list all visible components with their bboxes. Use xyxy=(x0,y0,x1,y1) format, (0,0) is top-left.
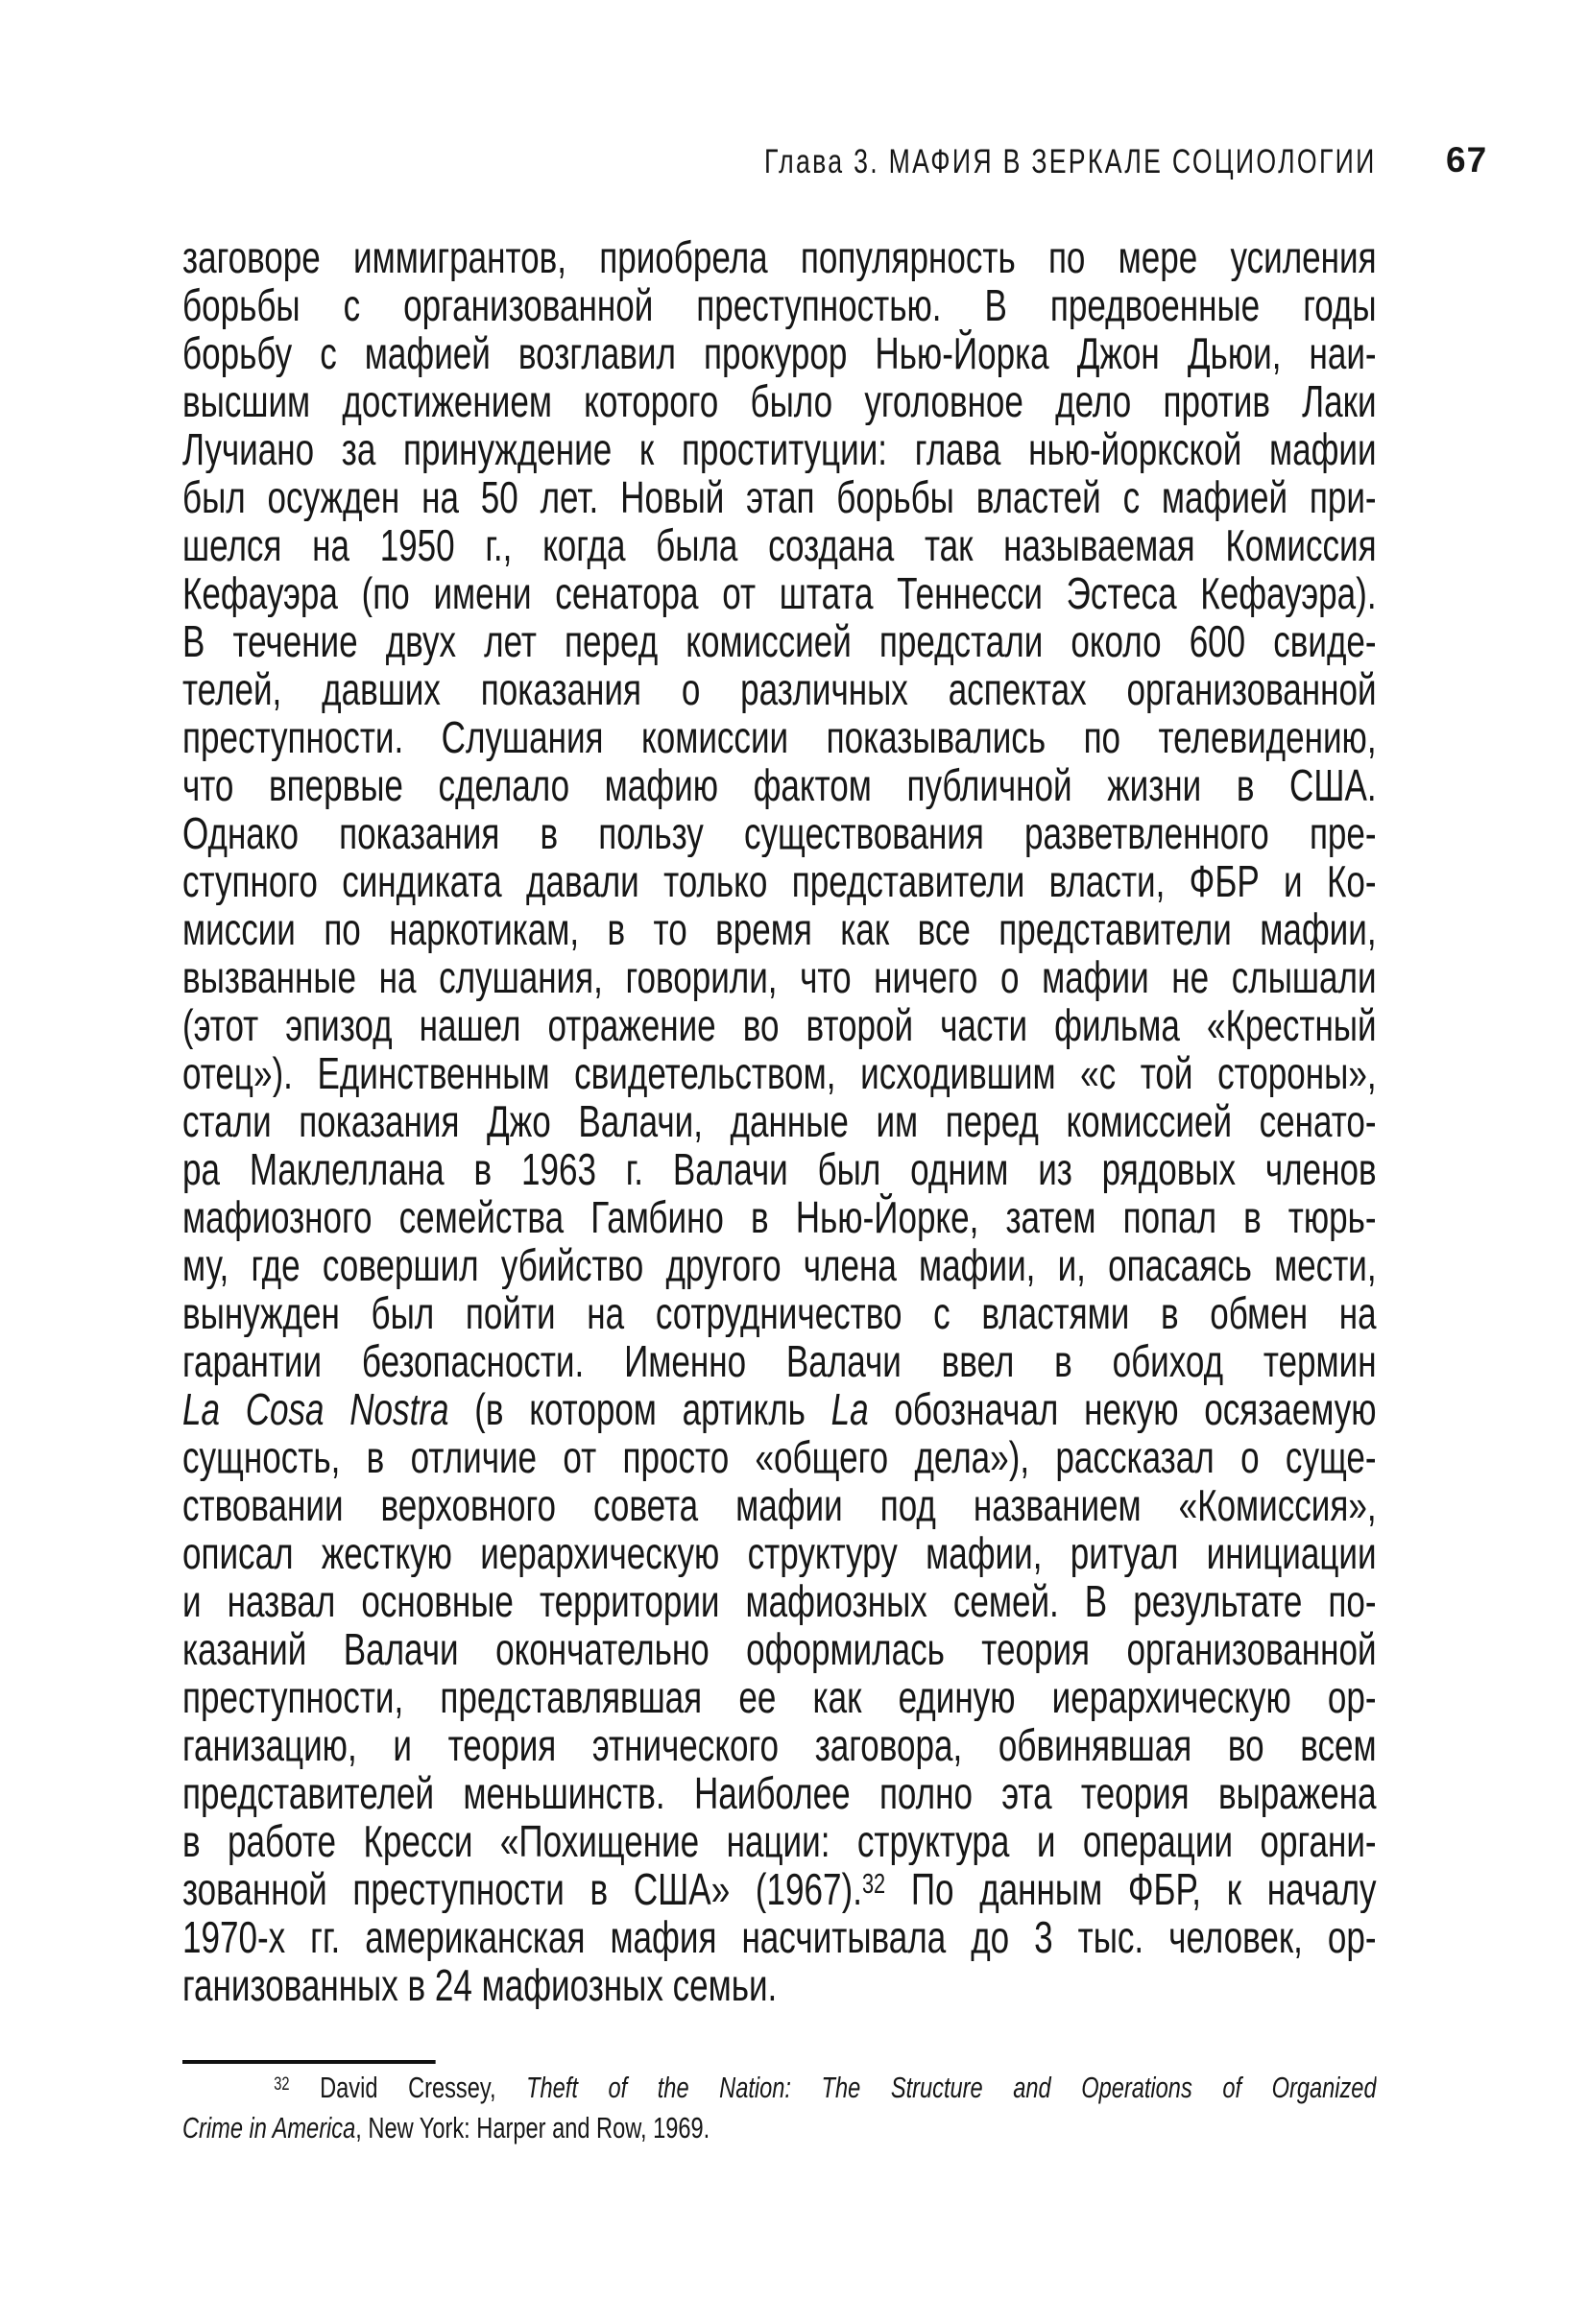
body-line: вызванные на слушания, говорили, что ничего о мафии не слышали xyxy=(182,953,1377,1001)
body-line: и назвал основные территории мафиозных семей. В результате по- xyxy=(182,1577,1377,1625)
footnote-line: Crime in America, New York: Harper and Row, 1969. xyxy=(182,2111,710,2144)
body-line: В течение двух лет перед комиссией предстали около 600 свиде- xyxy=(182,617,1377,665)
body-line: му, где совершил убийство другого члена мафии, и, опасаясь мести, xyxy=(182,1241,1377,1289)
body-line: преступности, представлявшая ее как единую иерархическую ор- xyxy=(182,1673,1377,1721)
page-number: 67 xyxy=(1446,140,1488,180)
body-line: борьбу с мафией возглавил прокурор Нью-Йорка Джон Дьюи, наи- xyxy=(182,329,1377,377)
footnote xyxy=(182,2068,1377,2148)
body-line: телей, давших показания о различных аспектах организованной xyxy=(182,665,1377,713)
body-line: преступности. Слушания комиссии показывались по телевидению, xyxy=(182,713,1377,761)
body-line: что впервые сделало мафию фактом публичной жизни в США. xyxy=(182,761,1377,809)
running-header xyxy=(182,143,1377,181)
body-line: в работе Кресси «Похищение нации: структура и операции органи- xyxy=(182,1817,1377,1865)
footnote-line: $^{32}$ David Cressey, Theft of the Nation: The Structure and Operations of Organized xyxy=(274,2071,1377,2104)
body-line: (этот эпизод нашел отражение во второй части фильма «Крестный xyxy=(182,1001,1377,1049)
body-line: ствовании верховного совета мафии под названием «Комиссия», xyxy=(182,1481,1377,1529)
body-line: зованной преступности в США» (1967).$^{32}$ По данным ФБР, к началу xyxy=(182,1865,1377,1913)
body-line: представителей меньшинств. Наиболее полно эта теория выражена xyxy=(182,1769,1377,1817)
body-line: казаний Валачи окончательно оформилась теория организованной xyxy=(182,1625,1377,1673)
footnote-rule xyxy=(182,2060,436,2064)
body-line: стали показания Джо Валачи, данные им перед комиссией сенато- xyxy=(182,1097,1377,1145)
chapter-title: Глава 3. МАФИЯ В ЗЕРКАЛЕ СОЦИОЛОГИИ xyxy=(763,143,1377,180)
body-line: Лучиано за принуждение к проституции: глава нью-йоркской мафии xyxy=(182,425,1377,473)
body-line: гарантии безопасности. Именно Валачи ввел в обиход термин xyxy=(182,1337,1377,1385)
body-line: Однако показания в пользу существования разветвленного пре- xyxy=(182,809,1377,857)
body-line: вынужден был пойти на сотрудничество с властями в обмен на xyxy=(182,1289,1377,1337)
body-line: ра Маклеллана в 1963 г. Валачи был одним из рядовых членов xyxy=(182,1145,1377,1193)
body-line: мафиозного семейства Гамбино в Нью-Йорке, затем попал в тюрь- xyxy=(182,1193,1377,1241)
body-line: 1970-х гг. американская мафия насчитывала до 3 тыс. человек, ор- xyxy=(182,1913,1377,1961)
body-line: заговоре иммигрантов, приобрела популярность по мере усиления xyxy=(182,233,1377,281)
body-text xyxy=(182,233,1377,2009)
body-line: высшим достижением которого было уголовное дело против Лаки xyxy=(182,377,1377,425)
body-line: миссии по наркотикам, в то время как все представители мафии, xyxy=(182,905,1377,953)
body-line: ганизацию, и теория этнического заговора, обвинявшая во всем xyxy=(182,1721,1377,1769)
body-line: Кефауэра (по имени сенатора от штата Теннесси Эстеса Кефауэра). xyxy=(182,569,1377,617)
body-line: был осужден на 50 лет. Новый этап борьбы властей с мафией при- xyxy=(182,473,1377,521)
body-line: описал жесткую иерархическую структуру мафии, ритуал инициации xyxy=(182,1529,1377,1577)
body-line: сущность, в отличие от просто «общего дела»), рассказал о суще- xyxy=(182,1433,1377,1481)
body-line: борьбы с организованной преступностью. В предвоенные годы xyxy=(182,281,1377,329)
body-line: ганизованных в 24 мафиозных семьи. xyxy=(182,1961,778,2009)
body-line: La Cosa Nostra (в котором артикль La обозначал некую осязаемую xyxy=(182,1385,1377,1433)
body-line: ступного синдиката давали только представители власти, ФБР и Ко- xyxy=(182,857,1377,905)
body-line: шелся на 1950 г., когда была создана так называемая Комиссия xyxy=(182,521,1377,569)
body-line: отец»). Единственным свидетельством, исходившим «с той стороны», xyxy=(182,1049,1377,1097)
